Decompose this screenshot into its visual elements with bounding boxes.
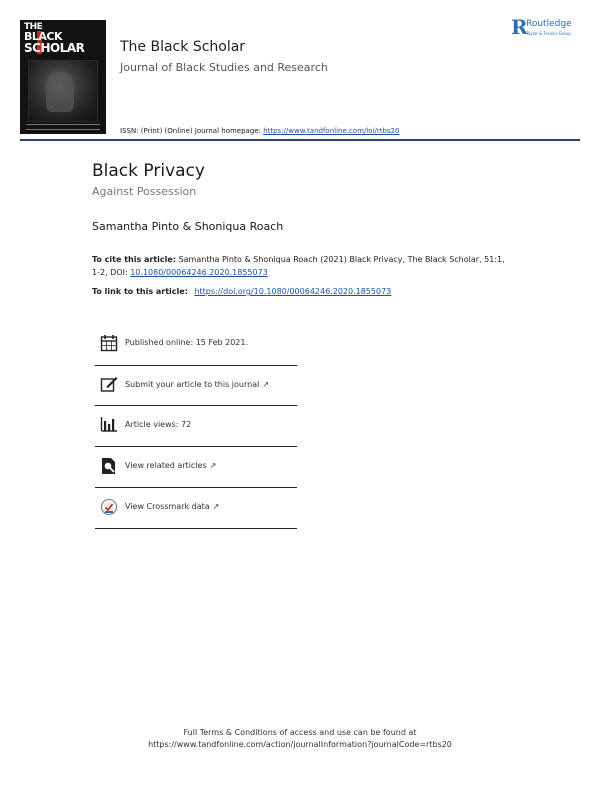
journal-cover-image [20, 20, 106, 134]
submit-article-link[interactable] [125, 380, 269, 389]
external-link-icon: ↗ [209, 461, 217, 470]
article-doi-url[interactable]: https://doi.org/10.1080/00064246.2020.1855073 [194, 287, 392, 296]
routledge-r-icon: R [511, 15, 528, 39]
journal-subtitle: Journal of Black Studies and Research [120, 61, 328, 74]
info-row-submit[interactable] [95, 366, 297, 406]
article-link-label: To link to this article: [92, 287, 188, 296]
cover-text-lines [26, 124, 100, 130]
article-link-block [92, 287, 391, 296]
external-link-icon: ↗ [262, 380, 270, 389]
citation-label: To cite this article: [92, 255, 177, 264]
footer-terms-line: Full Terms & Conditions of access and use can be found at [183, 728, 417, 737]
journal-homepage-link[interactable]: https://www.tandfonline.com/loi/rtbs20 [263, 127, 400, 135]
publisher-name: Routledge [526, 19, 572, 29]
article-views-text: Article views: 72 [125, 420, 192, 429]
info-row-related[interactable] [95, 448, 297, 488]
cover-title-line-1: THE [24, 22, 43, 32]
published-date-text: Published online: 15 Feb 2021. [125, 338, 249, 347]
article-title: Black Privacy [92, 161, 205, 181]
citation-doi-link[interactable]: 10.1080/00064246.2020.1855073 [130, 268, 268, 277]
article-authors: Samantha Pinto & Shoniqua Roach [92, 220, 284, 233]
external-link-icon: ↗ [212, 502, 220, 511]
footer-terms-url[interactable]: https://www.tandfonline.com/action/journalInformation?journalCode=rtbs20 [148, 740, 452, 749]
cover-figure [46, 72, 74, 112]
info-row-published [95, 326, 297, 366]
routledge-logo[interactable] [511, 17, 591, 39]
cover-title-line-2: BLACK [24, 30, 63, 43]
citation-text: Samantha Pinto & Shoniqua Roach (2021) Black Privacy, The Black Scholar, 51:1, 1-2, DOI: [92, 255, 505, 277]
header-divider [20, 139, 580, 141]
crossmark-icon [100, 498, 118, 516]
issn-label: ISSN: (Print) (Online) Journal homepage: [120, 127, 261, 135]
bar-chart-icon [100, 415, 118, 433]
cover-title-line-3: SCHOLAR [24, 41, 85, 55]
info-row-views [95, 407, 297, 447]
calendar-icon [100, 334, 118, 352]
publisher-tagline: Taylor & Francis Group [526, 31, 571, 36]
journal-title: The Black Scholar [120, 39, 246, 55]
crossmark-link[interactable] [125, 502, 219, 511]
issn-line [120, 127, 399, 135]
info-row-crossmark[interactable] [95, 489, 297, 529]
article-subtitle: Against Possession [92, 185, 197, 198]
related-articles-link[interactable] [125, 461, 216, 470]
edit-icon [100, 375, 118, 393]
search-document-icon [100, 457, 118, 475]
submit-article-text: Submit your article to this journal [125, 380, 260, 389]
crossmark-text: View Crossmark data [125, 502, 210, 511]
related-articles-text: View related articles [125, 461, 207, 470]
citation-block [92, 253, 512, 279]
